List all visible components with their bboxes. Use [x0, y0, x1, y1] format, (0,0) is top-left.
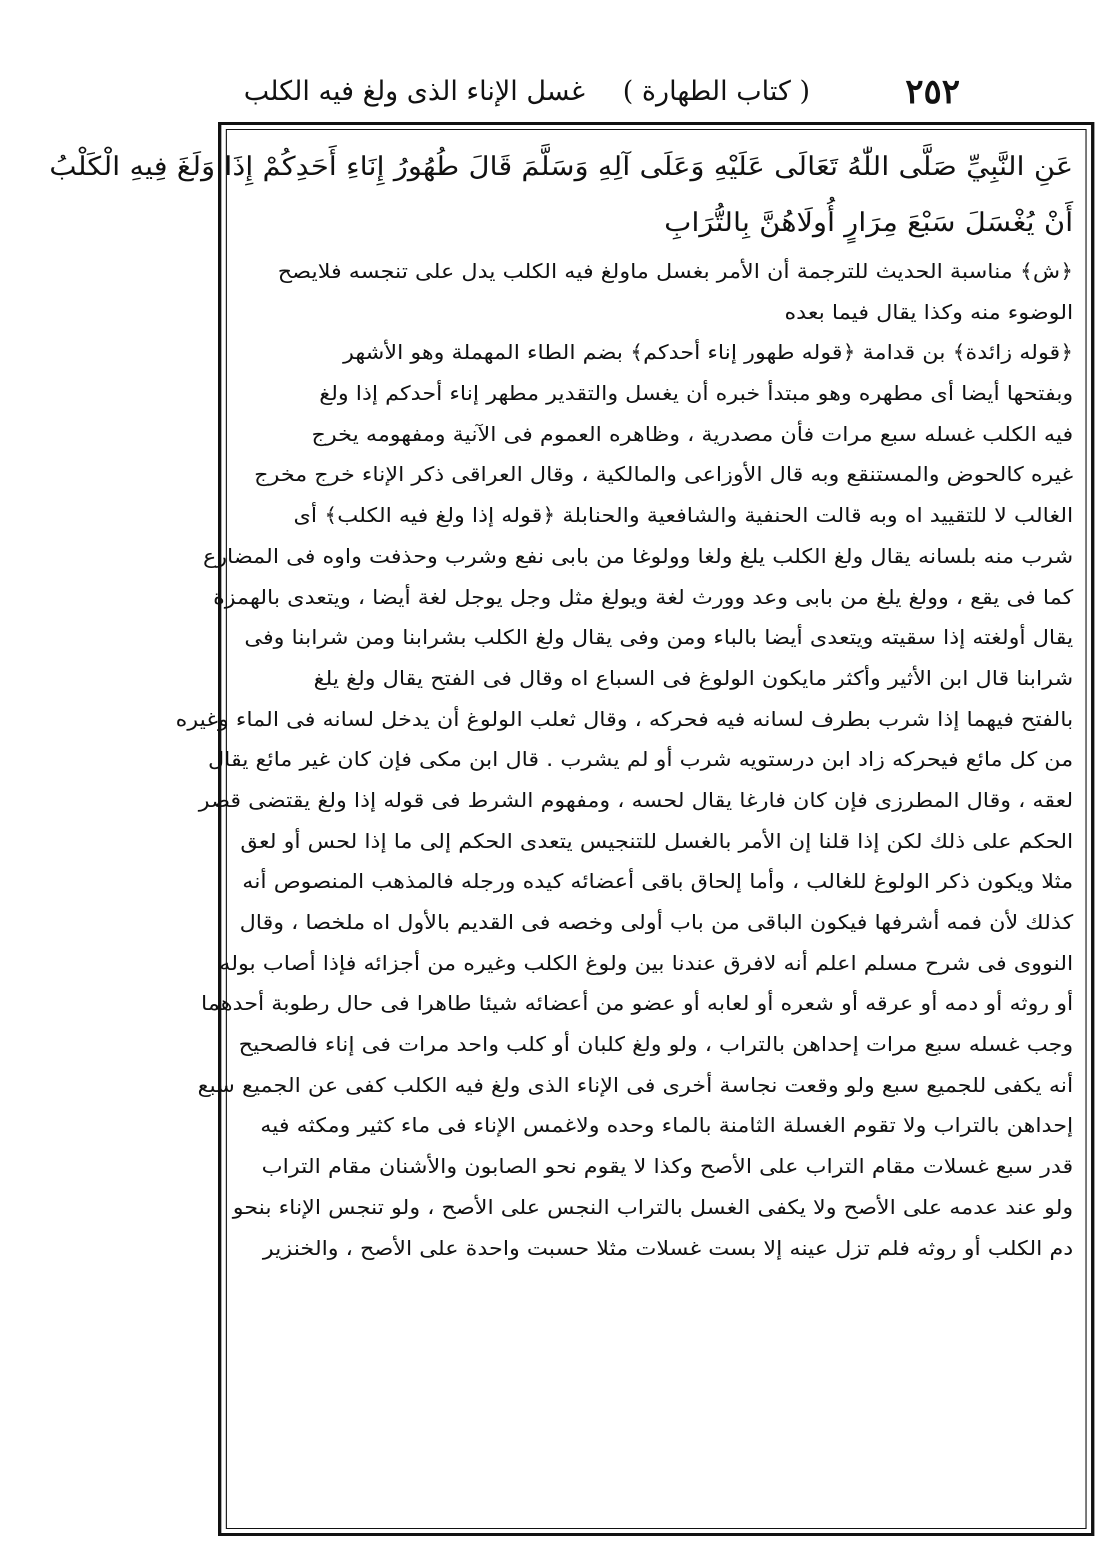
commentary-line: يقال أولغته إذا سقيته ويتعدى أيضا بالباء ومن وفى يقال ولغ الكلب بشرابنا ومن شرابنا وفى [244, 625, 1074, 650]
commentary-line: وبفتحها أيضا أى مطهره وهو مبتدأ خبره أن يغسل والتقدير مطهر إناء أحدكم إذا ولغ [319, 381, 1074, 406]
commentary-line: كذلك لأن فمه أشرفها فيكون الباقى من باب أولى وخصه فى القديم بالأول اه ملخصا ، وقال [239, 910, 1074, 934]
book-title: ( كتاب الطهارة ) [622, 76, 810, 107]
commentary-line: بالفتح فيهما إذا شرب بطرف لسانه فيه فحركه ، وقال ثعلب الولوغ أن يدخل لسانه فى الماء وغيره [175, 706, 1074, 731]
commentary-line: ﴿ش﴾ مناسبة الحديث للترجمة أن الأمر بغسل ماولغ فيه الكلب يدل على تنجسه فلايصح [277, 259, 1074, 283]
commentary-line: فيه الكلب غسله سبع مرات فأن مصدرية ، وظاهره العموم فى الآنية ومفهومه يخرج [311, 421, 1074, 446]
commentary-line: ﴿قوله زائدة﴾ بن قدامة ﴿قوله طهور إناء أحدكم﴾ بضم الطاء المهملة وهو الأشهر [343, 340, 1074, 365]
commentary-line: أنه يكفى للجميع سبع ولو وقعت نجاسة أخرى فى الإناء الذى ولغ فيه الكلب كفى عن الجميع سبع [197, 1072, 1074, 1097]
page-frame [49, 122, 1094, 1536]
commentary-line: الغالب لا للتقييد اه وبه قالت الحنفية والشافعية والحنابلة ﴿قوله إذا ولغ فيه الكلب﴾ أى [293, 503, 1074, 528]
commentary-line: الوضوء منه وكذا يقال فيما بعده [784, 299, 1074, 324]
page-header [243, 72, 960, 112]
commentary-line: شرب منه بلسانه يقال ولغ الكلب يلغ ولغا وولوغا من بابى نفع وشرب وحذفت واوه فى المضارع [202, 543, 1074, 568]
commentary-line: ولو عند عدمه على الأصح ولا يكفى الغسل بالتراب النجس على الأصح ، ولو تنجس الإناء بنحو [232, 1194, 1074, 1219]
page-number: ٢٥٢ [905, 72, 960, 112]
commentary-line: شرابنا قال ابن الأثير وأكثر مايكون الولوغ فى السباع اه وقال فى الفتح يقال ولغ يلغ [313, 665, 1074, 690]
main-text [49, 139, 1074, 1268]
commentary-line: لعقه ، وقال المطرزى فإن كان فارغا يقال لحسه ، ومفهوم الشرط فى قوله إذا ولغ يقتضى قصر [198, 787, 1074, 812]
commentary-line: دم الكلب أو روثه فلم تزل عينه إلا بست غسلات مثلا حسبت واحدة على الأصح ، والخنزير [262, 1235, 1074, 1260]
commentary-line: النووى فى شرح مسلم اعلم أنه لافرق عندنا بين ولوغ الكلب وغيره من أجزائه فإذا أصاب بوله [219, 950, 1074, 975]
commentary-line: مثلا ويكون ذكر الولوغ للغالب ، وأما إلحاق باقى أعضائه كيده ورجله فالمذهب المنصوص أنه [242, 869, 1074, 894]
commentary-line: أو روثه أو دمه أو عرقه أو شعره أو لعابه أو عضو من أعضائه شيئا طاهرا فى حال رطوبة أحدهما [201, 991, 1074, 1016]
chapter-title: غسل الإناء الذى ولغ فيه الكلب [243, 76, 585, 107]
commentary-line: الحكم على ذلك لكن إذا قلنا إن الأمر بالغسل للتنجيس يتعدى الحكم إلى ما إذا لحس أو لعق [240, 828, 1074, 853]
commentary-line: قدر سبع غسلات مقام التراب على الأصح وكذا لا يقوم نحو الصابون والأشنان مقام التراب [261, 1154, 1074, 1179]
hadith-line: عَنِ النَّبِيِّ صَلَّى اللّٰهُ تَعَالَى عَلَيْهِ وَعَلَى آلِهِ وَسَلَّمَ قَالَ طُهُورُ إِنَاءِ أَحَدِكُمْ إِذَا وَلَغَ فِيهِ الْكَلْبُ [49, 152, 1074, 182]
commentary-line: كما فى يقع ، وولغ يلغ من بابى وعد وورث لغة ويولغ مثل وجل يوجل لغة أيضا ، ويتعدى بالهمزة [213, 584, 1074, 609]
commentary-line: غيره كالحوض والمستنقع وبه قال الأوزاعى والمالكية ، وقال العراقى ذكر الإناء خرج مخرج [254, 462, 1074, 487]
commentary-line: إحداهن بالتراب ولا تقوم الغسلة الثامنة بالماء وحده ولاغمس الإناء فى ماء كثير ومكثه فيه [260, 1113, 1074, 1138]
commentary-line: وجب غسله سبع مرات إحداهن بالتراب ، ولو ولغ كلبان أو كلب واحد مرات فى إناء فالصحيح [238, 1032, 1074, 1057]
hadith-line: أَنْ يُغْسَلَ سَبْعَ مِرَارٍ أُولَاهُنَّ بِالتُّرَابِ [664, 208, 1074, 238]
commentary-line: من كل مائع فيحركه زاد ابن درستويه شرب أو لم يشرب . قال ابن مكى فإن كان غير مائع يقال [207, 747, 1074, 772]
